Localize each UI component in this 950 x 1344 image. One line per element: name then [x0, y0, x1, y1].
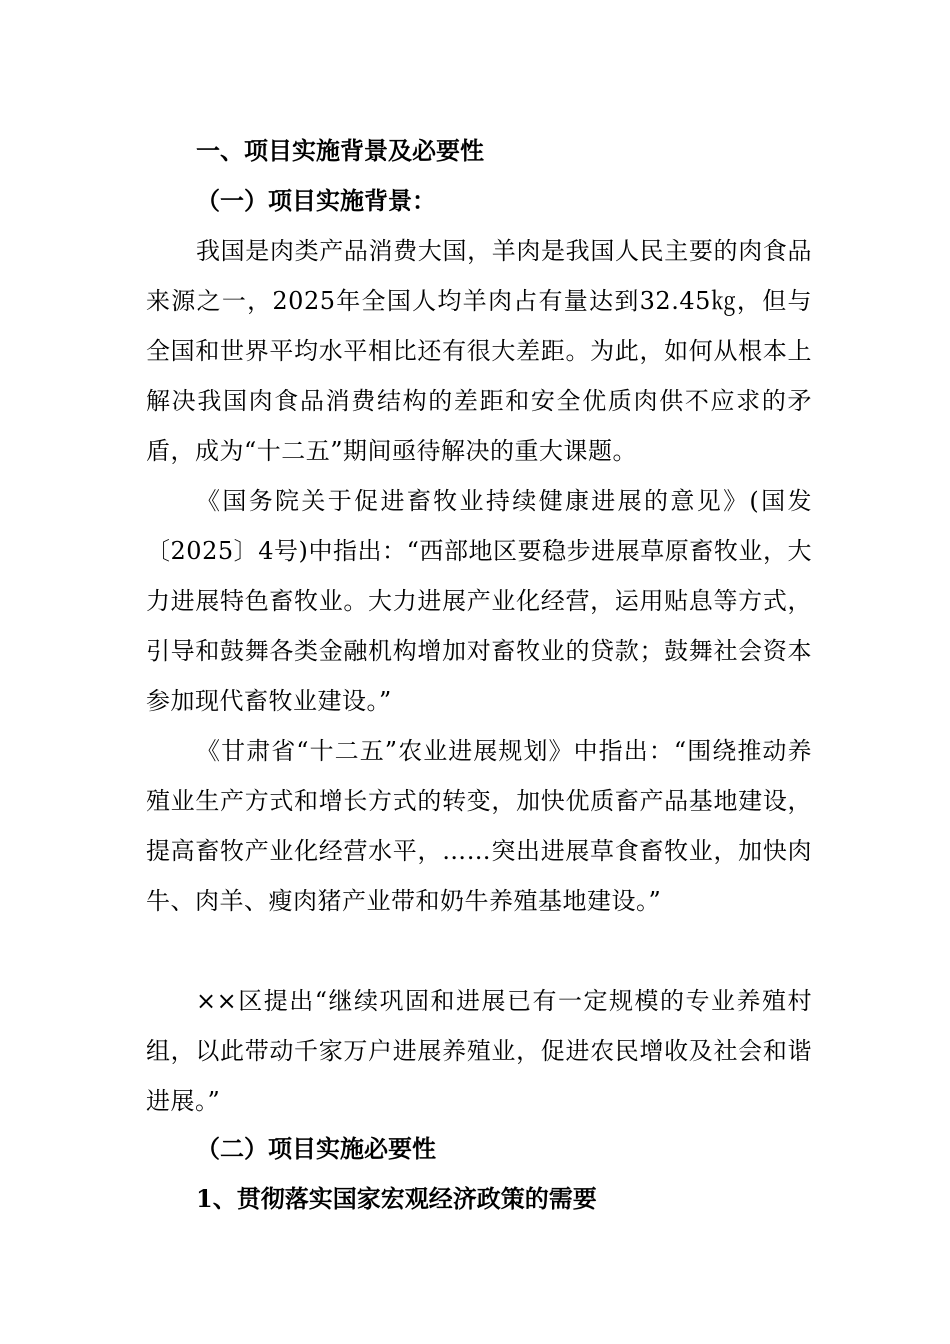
subsection-title-necessity: （二）项目实施必要性 — [196, 1134, 436, 1163]
subsection-title-background: （一）项目实施背景： — [196, 186, 436, 215]
paragraph-state-council-opinion: 《国务院关于促进畜牧业持续健康进展的意见》(国发〔2025〕4号)中指出：“西部地区要稳步进展草原畜牧业，大力进展特色畜牧业。大力进展产业化经营，运用贴息等方式，引导和鼓舞各类金融机构增加对畜牧业的贷款；鼓舞社会资本参加现代畜牧业建设。” — [146, 487, 812, 715]
necessity-item-1: 1、贯彻落实国家宏观经济政策的需要 — [196, 1184, 597, 1213]
section-title: 一、项目实施背景及必要性 — [196, 136, 484, 165]
paragraph-gansu-plan: 《甘肃省“十二五”农业进展规划》中指出：“围绕推动养殖业生产方式和增长方式的转变，加快优质畜产品基地建设，提高畜牧产业化经营水平，……突出进展草食畜牧业，加快肉牛、肉羊、瘦肉猪产业带和奶牛养殖基地建设。” — [146, 737, 812, 915]
paragraph-district-proposal: ××区提出“继续巩固和进展已有一定规模的专业养殖村组，以此带动千家万户进展养殖业，促进农民增收及社会和谐进展。” — [146, 987, 812, 1115]
paragraph-mutton-consumption: 我国是肉类产品消费大国，羊肉是我国人民主要的肉食品来源之一，2025年全国人均羊肉占有量达到32.45㎏，但与全国和世界平均水平相比还有很大差距。为此，如何从根本上解决我国肉食品消费结构的差距和安全优质肉供不应求的矛盾，成为“十二五”期间亟待解决的重大课题。 — [146, 237, 812, 465]
